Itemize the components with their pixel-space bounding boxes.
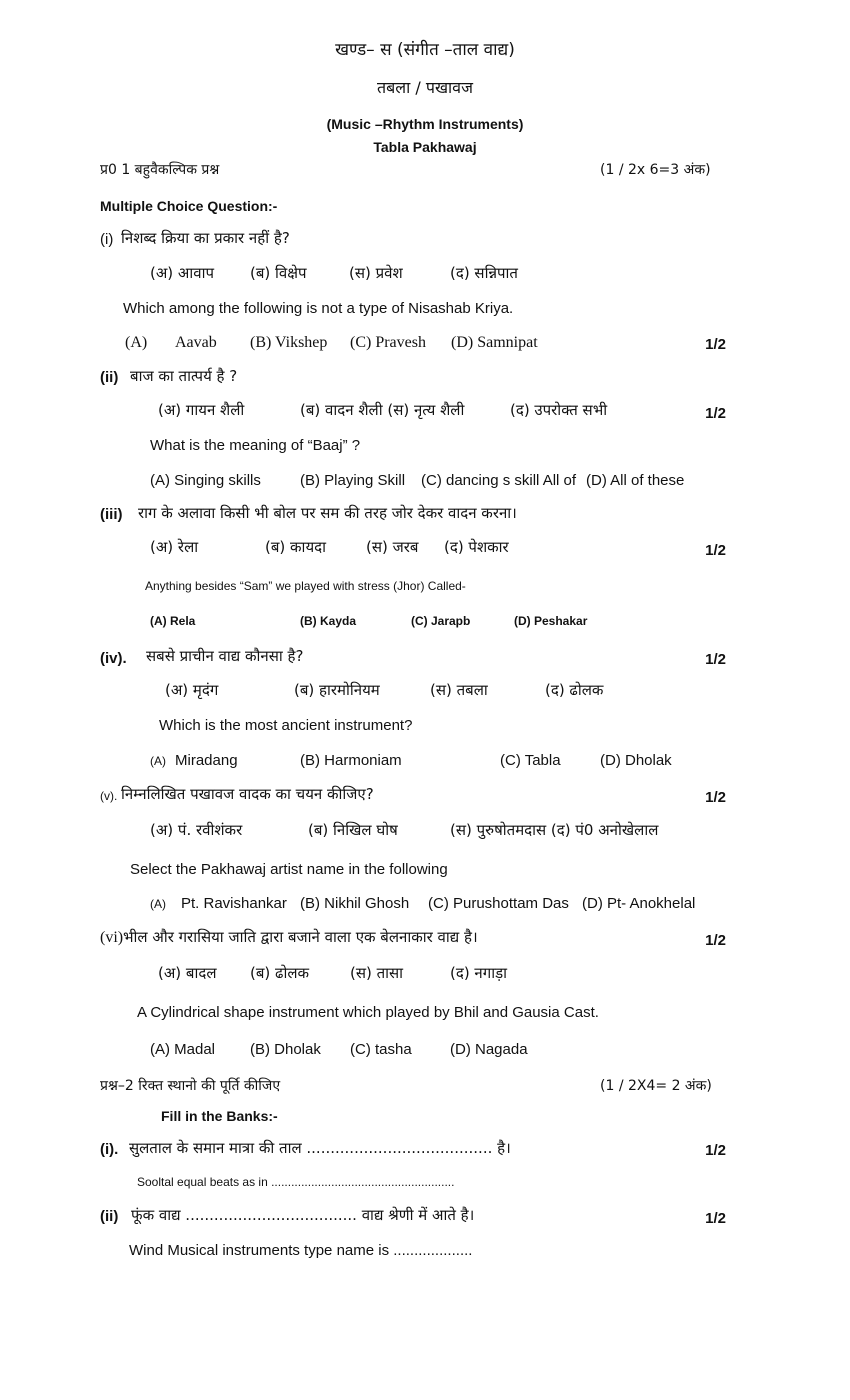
option-a-hindi: (अ) रेला (150, 538, 199, 556)
option-b-hindi: (ब) कायदा (265, 538, 326, 556)
option-d-english: (D) Nagada (450, 1041, 528, 1058)
option-b-hindi: (ब) निखिल घोष (308, 821, 398, 839)
option-d-english: (D) All of these (586, 472, 685, 489)
option-b-english: (B) Playing Skill (300, 472, 406, 489)
option-a-label: (A) (150, 897, 166, 911)
mark-label: 1/2 (705, 1142, 726, 1159)
question-text-hindi: राग के अलावा किसी भी बोल पर सम की तरह जोर देकर वादन करना। (138, 504, 517, 522)
option-d-hindi: (द) उपरोक्त सभी (510, 401, 608, 419)
question-2-title-english: Fill in the Banks:- (161, 1108, 278, 1124)
option-d-hindi: (द) ढोलक (545, 681, 604, 699)
option-b-hindi: (ब) ढोलक (250, 964, 310, 982)
option-c-hindi: (स) तासा (350, 964, 404, 982)
mark-label: 1/2 (705, 932, 726, 949)
option-b-hindi: (ब) विक्षेप (250, 264, 307, 282)
question-text-english: Select the Pakhawaj artist name in the following (130, 861, 448, 878)
question-text-english: Which among the following is not a type of Nisashab Kriya. (123, 300, 514, 317)
option-c-english: (C) Pravesh (350, 334, 426, 351)
question-text-hindi: निशब्द क्रिया का प्रकार नहीं है? (121, 229, 290, 247)
question-number: (i). (100, 1141, 119, 1158)
question-text-hindi: बाज का तात्पर्य है ? (130, 367, 238, 385)
instruments-title-hindi: तबला / पखावज (377, 78, 473, 97)
option-b-hindi: (ब) हारमोनियम (294, 681, 380, 699)
instruments-subtitle: Tabla Pakhawaj (373, 139, 477, 155)
option-a-label: (A) (150, 754, 166, 768)
question-1-marks: (1 / 2x 6=3 अंक) (600, 162, 711, 178)
option-a-hindi: (अ) आवाप (150, 264, 215, 282)
mark-label: 1/2 (705, 651, 726, 668)
question-text-english: Which is the most ancient instrument? (159, 717, 413, 734)
option-d-hindi: (द) पेशकार (444, 538, 509, 556)
option-a-hindi: (अ) मृदंग (165, 681, 219, 699)
option-d-hindi: (द) सन्निपात (450, 264, 518, 282)
question-number: (iii) (100, 506, 123, 523)
option-cd-hindi: (स) पुरुषोतमदास (द) पं0 अनोखेलाल (450, 821, 659, 839)
option-b-english: (B) Harmoniam (300, 752, 402, 769)
question-number: (ii) (100, 1208, 119, 1225)
option-b-english: (B) Dholak (250, 1041, 321, 1058)
question-number: (iv). (100, 650, 127, 667)
mark-label: 1/2 (705, 789, 726, 806)
question-text-hindi: फूंक वाद्य .................................... वाद्य श्रेणी में आते है। (131, 1206, 475, 1224)
option-c-english: (C) Jarapb (411, 614, 471, 628)
option-a-label: (A) (125, 334, 148, 351)
question-number: (v). (100, 789, 118, 803)
option-d-hindi: (द) नगाड़ा (450, 964, 508, 982)
question-text-english: Sooltal equal beats as in ....................................................... (137, 1175, 455, 1189)
option-a-hindi: (अ) पं. रवीशंकर (150, 821, 243, 839)
question-number: (ii) (100, 369, 119, 386)
question-text-hindi: भील और गरासिया जाति द्वारा बजाने वाला एक बेलनाकार वाद्य है। (123, 928, 478, 946)
question-text-hindi: सुलताल के समान मात्रा की ताल ....................................... है। (129, 1139, 511, 1157)
question-text-english: Wind Musical instruments type name is ................... (129, 1242, 473, 1259)
instruments-title-english: (Music –Rhythm Instruments) (326, 116, 524, 132)
option-a-english: Pt. Ravishankar (181, 895, 287, 912)
option-c-english: (C) tasha (350, 1041, 412, 1058)
option-c-english: (C) Tabla (500, 752, 561, 769)
option-a-english: Miradang (175, 752, 238, 769)
option-b-english: (B) Vikshep (250, 334, 328, 351)
option-a-english: (A) Singing skills (150, 472, 261, 489)
option-a-english: Aavab (175, 334, 217, 351)
option-c-hindi: (स) जरब (366, 538, 419, 556)
question-number: (vi) (100, 929, 124, 946)
question-text-hindi: सबसे प्राचीन वाद्य कौनसा है? (146, 647, 304, 665)
mark-label: 1/2 (705, 336, 726, 353)
option-d-english: (D) Samnipat (451, 334, 538, 351)
option-c-hindi: (स) तबला (430, 681, 488, 699)
question-2-title-hindi: प्रश्न–2 रिक्त स्थानो की पूर्ति कीजिए (100, 1078, 281, 1094)
mark-label: 1/2 (705, 405, 726, 422)
mark-label: 1/2 (705, 1210, 726, 1227)
question-2-marks: (1 / 2X4= 2 अंक) (600, 1078, 712, 1094)
option-c-english: (C) Purushottam Das (428, 895, 569, 912)
question-number: (i) (100, 231, 114, 248)
question-1-title-hindi: प्र0 1 बहुवैकल्पिक प्रश्न (100, 162, 220, 178)
question-text-hindi: निम्नलिखित पखावज वादक का चयन कीजिए? (121, 785, 374, 803)
option-d-english: (D) Pt- Anokhelal (582, 895, 696, 912)
mark-label: 1/2 (705, 542, 726, 559)
option-b-english: (B) Kayda (300, 614, 357, 628)
question-text-english: What is the meaning of “Baaj” ? (150, 437, 361, 454)
option-c-hindi: (स) प्रवेश (349, 264, 403, 282)
question-text-english: A Cylindrical shape instrument which played by Bhil and Gausia Cast. (137, 1004, 599, 1021)
option-bc-hindi: (ब) वादन शैली (स) नृत्य शैली (300, 401, 465, 419)
option-a-english: (A) Madal (150, 1041, 216, 1058)
option-b-english: (B) Nikhil Ghosh (300, 895, 410, 912)
option-a-english: (A) Rela (150, 614, 196, 628)
question-1-title-english: Multiple Choice Question:- (100, 198, 278, 214)
question-text-english: Anything besides “Sam” we played with stress (Jhor) Called- (145, 579, 466, 593)
option-a-hindi: (अ) बादल (158, 964, 217, 982)
option-d-english: (D) Dholak (600, 752, 672, 769)
section-title: खण्ड– स (संगीत –ताल वाद्य) (335, 40, 515, 60)
option-a-hindi: (अ) गायन शैली (158, 401, 245, 419)
option-d-english: (D) Peshakar (514, 614, 588, 628)
option-c-english: (C) dancing s skill All of (421, 472, 577, 489)
